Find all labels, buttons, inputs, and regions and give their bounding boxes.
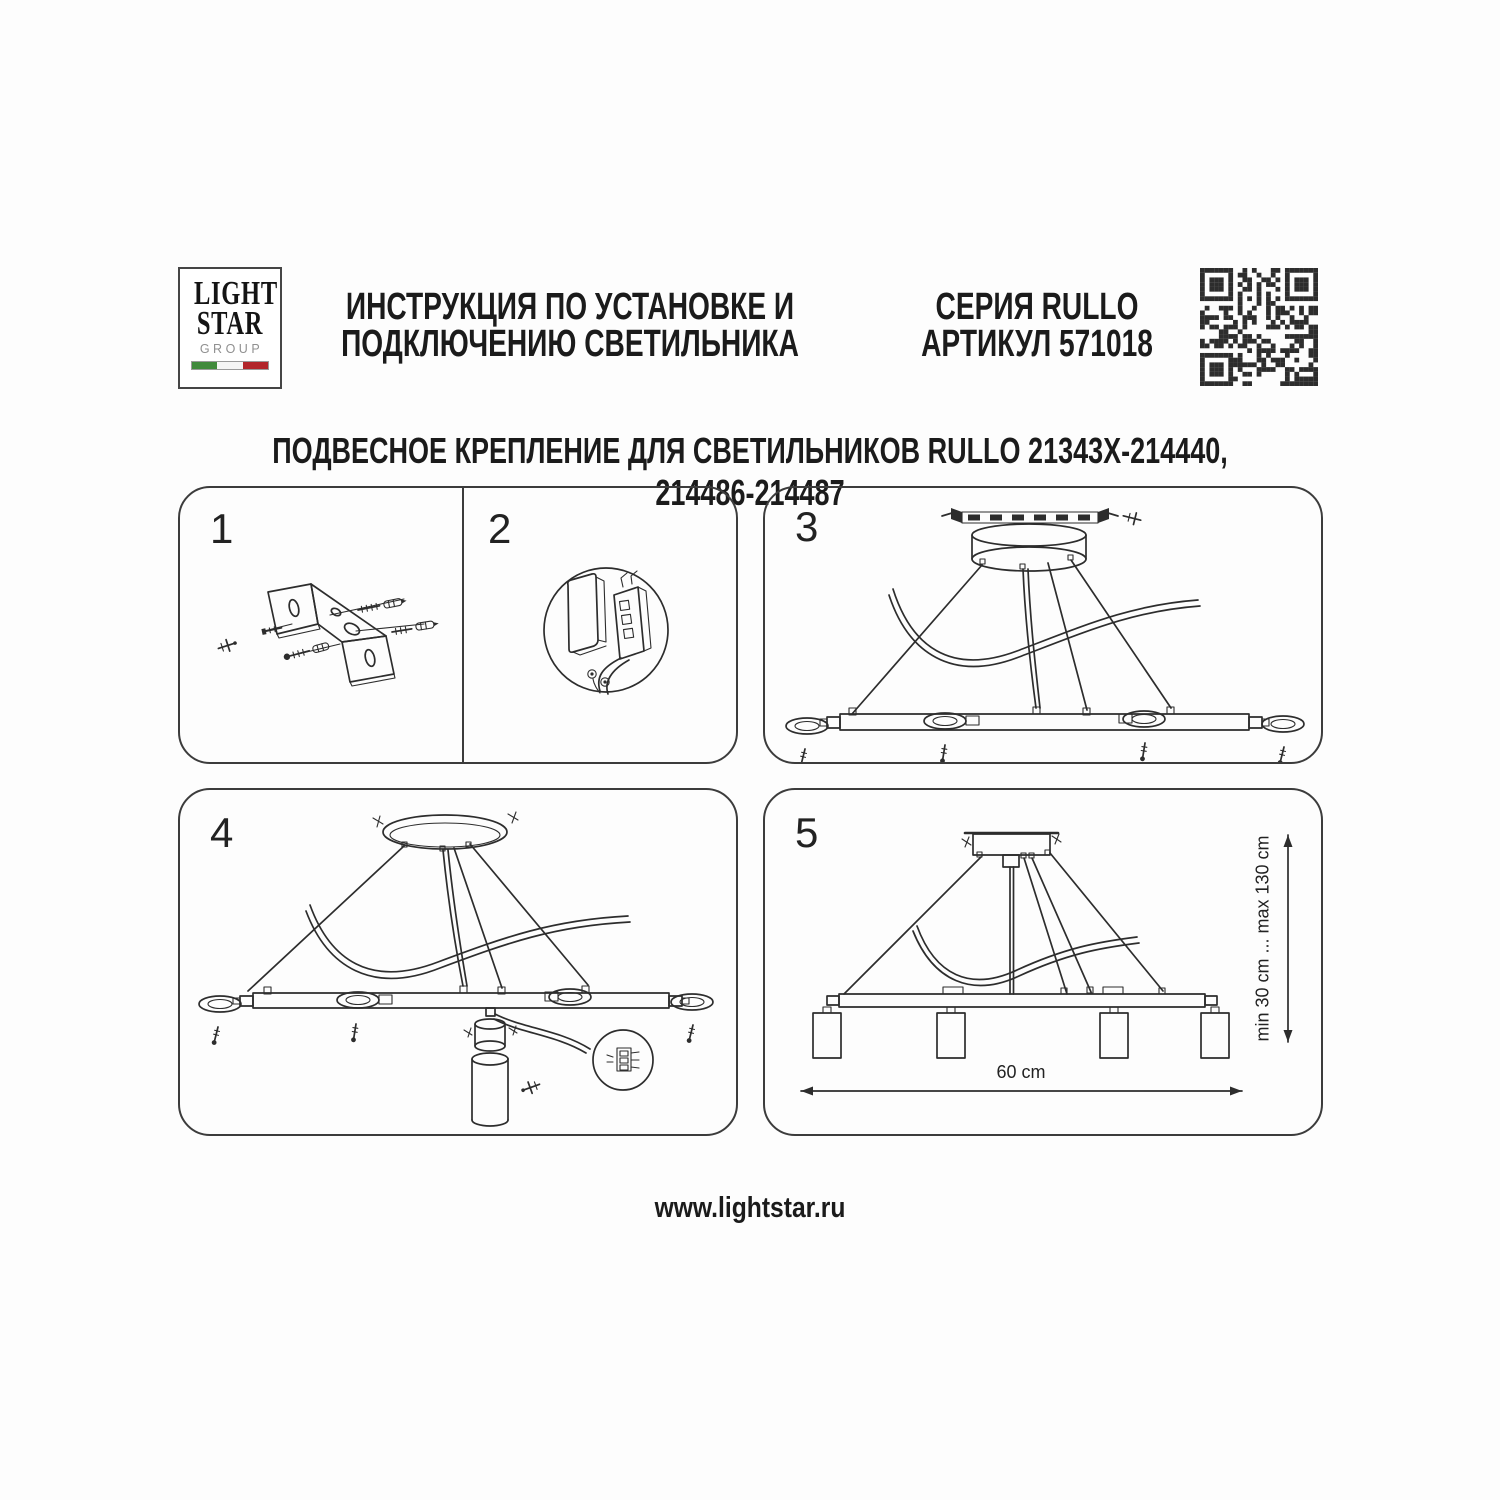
logo-light: LIGHT — [194, 275, 278, 312]
screw-sparkle-icon — [464, 1026, 517, 1037]
small-screw-icon — [217, 637, 239, 654]
wiring-detail-drawing — [544, 568, 668, 694]
series-block — [919, 286, 1156, 365]
suspension-cables-drawing — [844, 853, 1163, 994]
step-number-3: 3 — [795, 503, 819, 550]
screw-icon — [211, 1026, 220, 1045]
small-screw-icon — [1122, 510, 1142, 526]
step-number-1: 1 — [210, 505, 234, 552]
shade-mounting-diagram — [180, 790, 736, 1134]
screw-icon — [283, 642, 329, 661]
bracket-and-wiring-diagram — [180, 488, 736, 762]
suspension-cables-drawing — [852, 560, 1200, 714]
step-number-2: 2 — [488, 505, 512, 552]
panel-step-4 — [178, 788, 738, 1136]
hanging-bar-drawing — [199, 986, 713, 1045]
hanging-bar-drawing — [827, 987, 1217, 1007]
footer-website: www.lightstar.ru — [654, 1192, 846, 1224]
screw-sparkle-icon — [962, 834, 1061, 847]
step-number-4: 4 — [210, 809, 234, 856]
canopy-cup-drawing — [972, 524, 1086, 571]
height-dimension-label: min 30 cm ... max 130 cm — [1252, 835, 1273, 1042]
canopy-disc-drawing — [373, 812, 518, 851]
article-number: АРТИКУЛ 571018 — [921, 323, 1153, 365]
panel-step-5 — [763, 788, 1323, 1136]
hanging-bar-drawing — [786, 707, 1304, 762]
screw-icon — [940, 745, 948, 762]
width-dimension-label: 60 cm — [996, 1062, 1046, 1082]
ceiling-bracket-drawing — [942, 508, 1142, 526]
page-title-line1: ИНСТРУКЦИЯ ПО УСТАНОВКЕ И — [345, 286, 795, 328]
lightstar-logo — [178, 267, 282, 389]
logo-group: GROUP — [199, 342, 264, 356]
panel-step-1-2 — [178, 486, 738, 764]
series-name: СЕРИЯ RULLO — [935, 286, 1139, 328]
lamp-shades-drawing — [813, 1007, 1229, 1058]
terminal-detail-drawing — [593, 1030, 653, 1090]
wall-anchor-icon — [415, 620, 439, 631]
italian-flag-icon — [191, 361, 269, 370]
lamp-shade-assembly-drawing — [464, 1008, 590, 1126]
page-title — [333, 286, 807, 365]
screw-icon — [798, 748, 807, 762]
subtitle: ПОДВЕСНОЕ КРЕПЛЕНИЕ ДЛЯ СВЕТИЛЬНИКОВ RULLO 21343X-214440, 214486-214487 — [272, 430, 1228, 513]
logo-star: STAR — [196, 305, 264, 342]
screw-icon — [351, 1024, 359, 1043]
suspension-cables-drawing — [248, 844, 630, 991]
qr-code — [1200, 268, 1318, 386]
screw-icon — [686, 1024, 695, 1043]
mounting-bracket-drawing — [217, 584, 440, 686]
page-title-line2: ПОДКЛЮЧЕНИЮ СВЕТИЛЬНИКА — [341, 323, 799, 365]
panel-step-3 — [763, 486, 1323, 764]
suspension-hanging-diagram — [765, 488, 1321, 762]
screw-icon — [1140, 743, 1148, 762]
step-number-5: 5 — [795, 809, 819, 856]
small-screw-icon — [519, 1079, 541, 1097]
screw-icon — [1277, 746, 1286, 762]
